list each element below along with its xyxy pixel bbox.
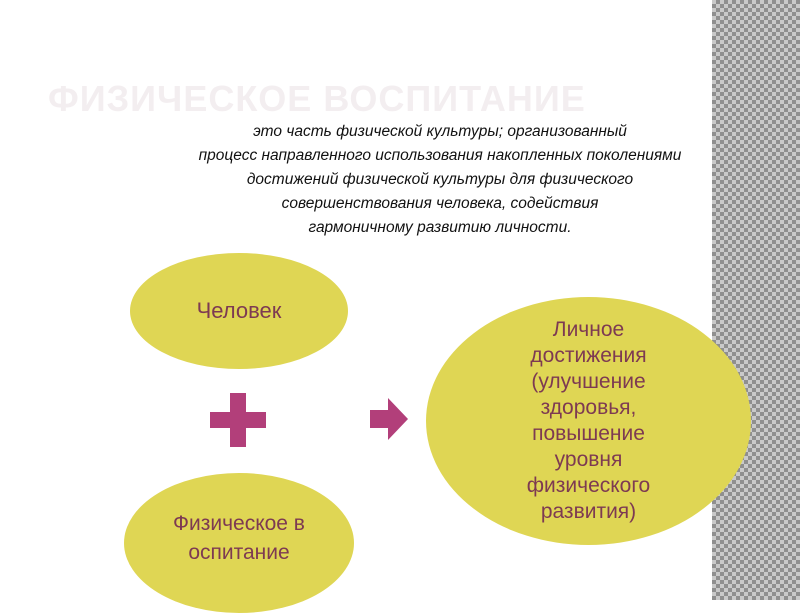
- human-ellipse: [130, 253, 348, 369]
- definition-line-1: это часть физической культуры; организованный: [253, 123, 627, 140]
- definition-text: [120, 120, 760, 240]
- result-ellipse: [426, 297, 751, 545]
- plus-icon: [210, 393, 266, 447]
- slide-title: ФИЗИЧЕСКОЕ ВОСПИТАНИЕ: [48, 78, 586, 119]
- physical-education-label: Физическое воспитание: [173, 512, 305, 564]
- physical-education-ellipse: [124, 473, 354, 613]
- result-label: Личное достижения (улучшение здоровья, повышение уровня физического развития): [526, 318, 651, 523]
- human-label: Человек: [196, 298, 282, 323]
- definition-line-3: достижений физической культуры для физического: [246, 171, 634, 188]
- definition-line-4: совершенствования человека, содействия: [281, 195, 599, 212]
- definition-line-2: процесс направленного использования накопленных поколениями: [198, 147, 682, 164]
- arrow-right-icon: [370, 398, 408, 440]
- definition-line-5: гармоничному развитию личности.: [308, 219, 572, 236]
- decorative-checker-strip: [712, 0, 800, 600]
